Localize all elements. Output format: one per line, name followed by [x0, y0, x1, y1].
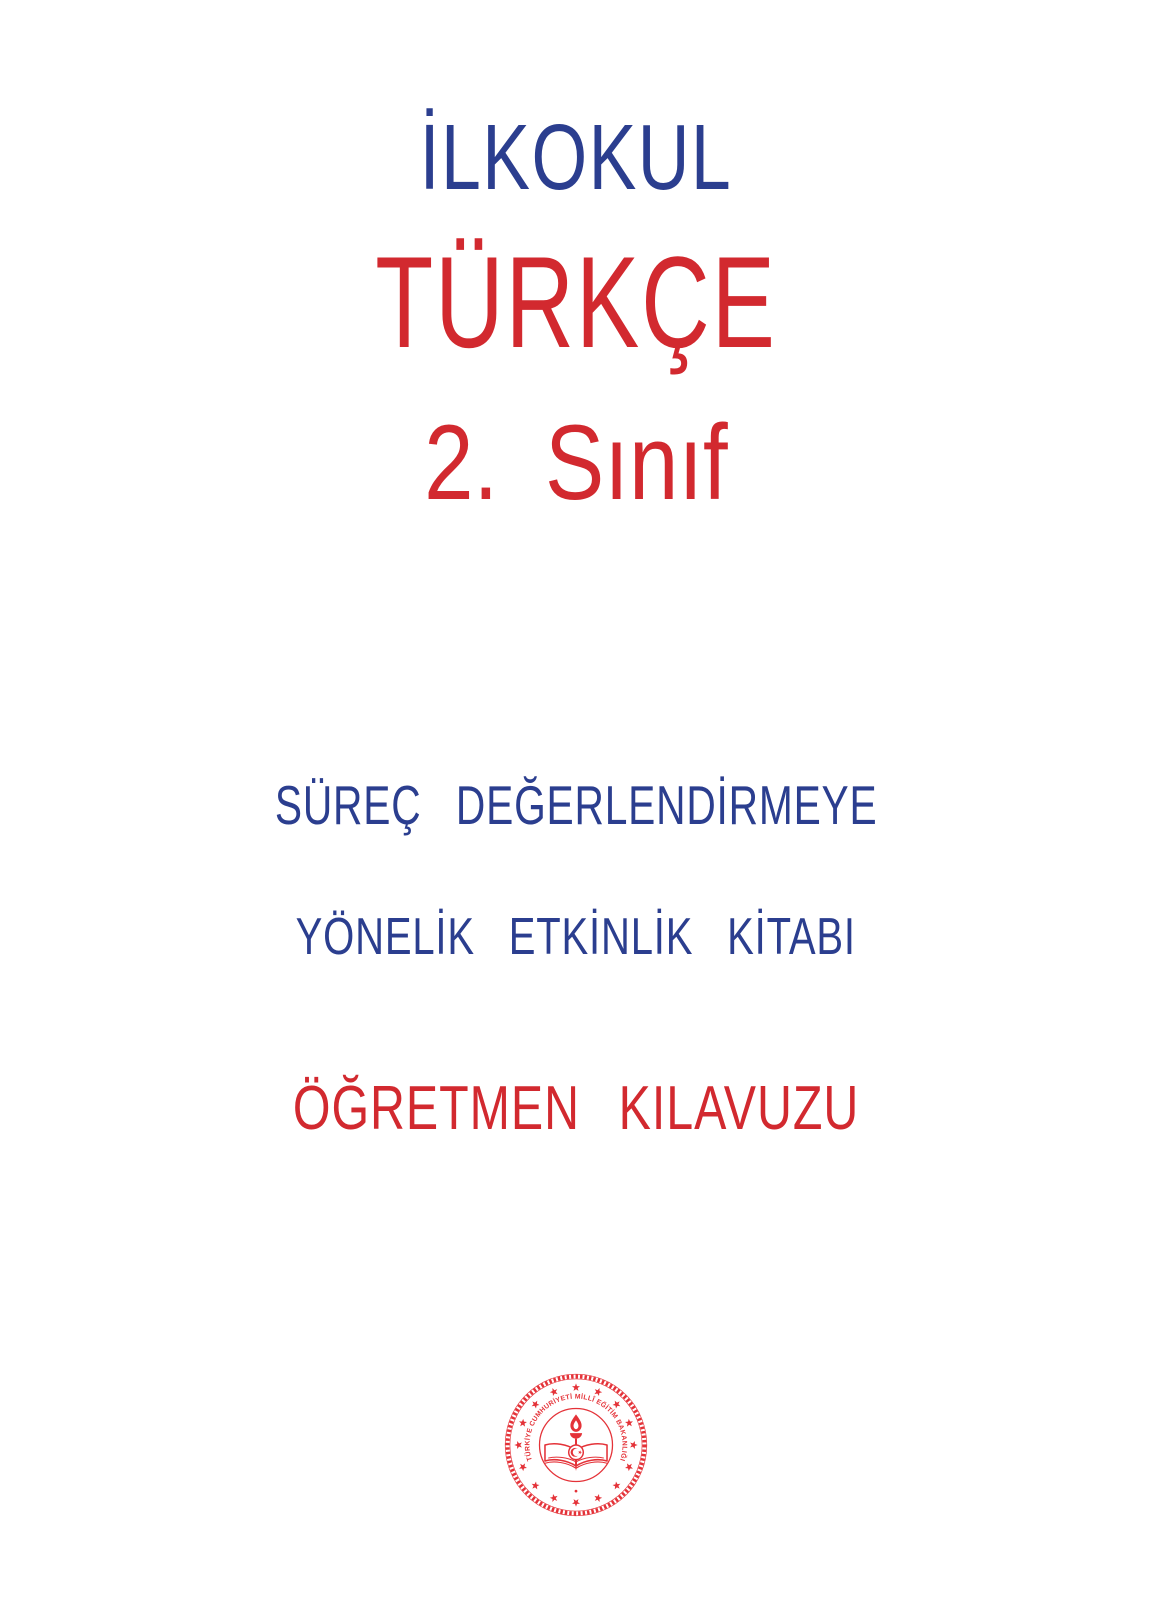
cover-title-level-text: İLKOKUL: [419, 105, 733, 209]
seal-bottom-dot-icon: [575, 1490, 578, 1493]
cover-subtitle-line-1-text: SÜREÇ DEĞERLENDİRMEYE: [274, 774, 878, 836]
meb-seal-icon: [503, 1372, 649, 1518]
cover-title-grade-text: 2. Sınıf: [424, 402, 728, 522]
cover-title-subject: [0, 229, 1152, 375]
cover-title-level: [0, 105, 1152, 209]
seal-ring-textpath: TÜRKİYE CUMHURİYETİ MİLLÎ EĞİTİM BAKANLIĞI: [524, 1393, 628, 1462]
cover-audience-label-text: ÖĞRETMEN KILAVUZU: [292, 1074, 860, 1143]
cover-subtitle-line-1: [0, 774, 1152, 836]
cover-subtitle-line-2-text: YÖNELİK ETKİNLİK KİTABI: [295, 908, 857, 966]
cover-title-subject-text: TÜRKÇE: [375, 229, 777, 375]
meb-ministry-seal: [503, 1372, 649, 1518]
crescent-star-icon: [569, 1445, 584, 1460]
cover-audience-label: [0, 1074, 1152, 1143]
cover-title-grade: [0, 402, 1152, 522]
cover-subtitle-line-2: [0, 908, 1152, 966]
